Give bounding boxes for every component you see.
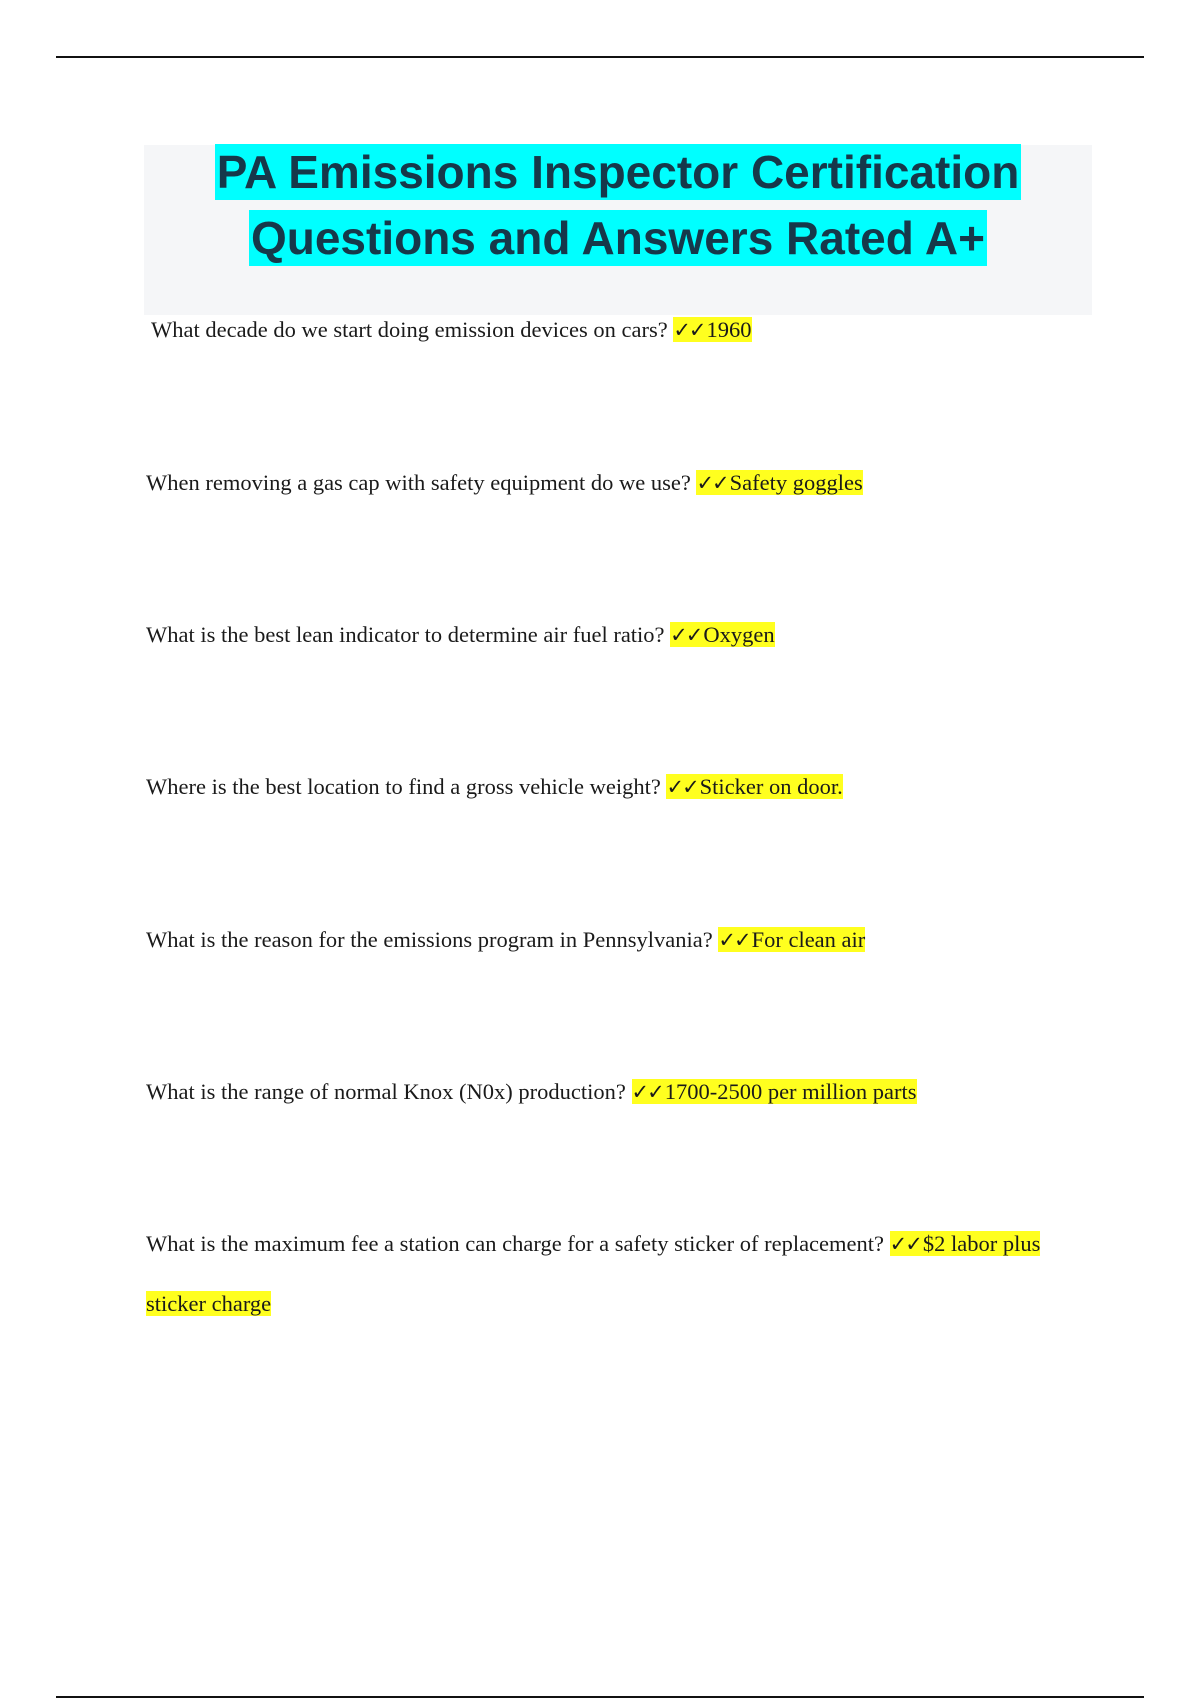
question-text: What is the range of normal Knox (N0x) production? <box>146 1079 632 1104</box>
title-line-2 <box>144 211 1092 277</box>
question-text: What is the maximum fee a station can charge for a safety sticker of replacement? <box>146 1231 890 1256</box>
question-text: What decade do we start doing emission devices on cars? <box>151 317 674 342</box>
double-check-icon: ✓✓ <box>889 1232 921 1256</box>
title-line-1 <box>144 145 1092 211</box>
double-check-icon: ✓✓ <box>670 623 702 647</box>
question-text: What is the best lean indicator to determine air fuel ratio? <box>146 622 671 647</box>
answer-highlight <box>670 622 774 647</box>
answer-highlight <box>632 1079 917 1104</box>
qa-item-3 <box>146 605 1106 665</box>
answer-highlight <box>666 774 842 799</box>
qa-item-1 <box>151 300 1111 360</box>
answer-highlight <box>696 470 862 495</box>
answer-text: $2 labor plus sticker charge <box>146 1231 1041 1316</box>
title-text-2: Questions and Answers Rated A+ <box>250 212 986 264</box>
double-check-icon: ✓✓ <box>673 318 705 342</box>
qa-item-4 <box>146 757 1106 817</box>
answer-text: Sticker on door. <box>699 774 843 799</box>
qa-item-5 <box>146 910 1106 970</box>
answer-text: Oxygen <box>703 622 775 647</box>
qa-item-2 <box>146 453 1106 513</box>
top-rule <box>56 56 1144 58</box>
answer-highlight <box>718 927 865 952</box>
question-text: When removing a gas cap with safety equipment do we use? <box>146 470 697 495</box>
double-check-icon: ✓✓ <box>666 775 698 799</box>
answer-text: For clean air <box>751 927 866 952</box>
double-check-icon: ✓✓ <box>631 1080 663 1104</box>
question-text: Where is the best location to find a gross vehicle weight? <box>146 774 667 799</box>
title-block <box>144 145 1092 315</box>
double-check-icon: ✓✓ <box>696 471 728 495</box>
answer-highlight <box>673 317 751 342</box>
qa-item-6 <box>146 1062 1106 1122</box>
answer-text: 1700-2500 per million parts <box>664 1079 917 1104</box>
answer-text: 1960 <box>706 317 752 342</box>
double-check-icon: ✓✓ <box>718 928 750 952</box>
bottom-rule <box>56 1696 1144 1698</box>
title-text-1: PA Emissions Inspector Certification <box>216 146 1020 198</box>
question-text: What is the reason for the emissions program in Pennsylvania? <box>146 927 719 952</box>
answer-text: Safety goggles <box>729 470 863 495</box>
qa-item-7 <box>146 1214 1091 1334</box>
